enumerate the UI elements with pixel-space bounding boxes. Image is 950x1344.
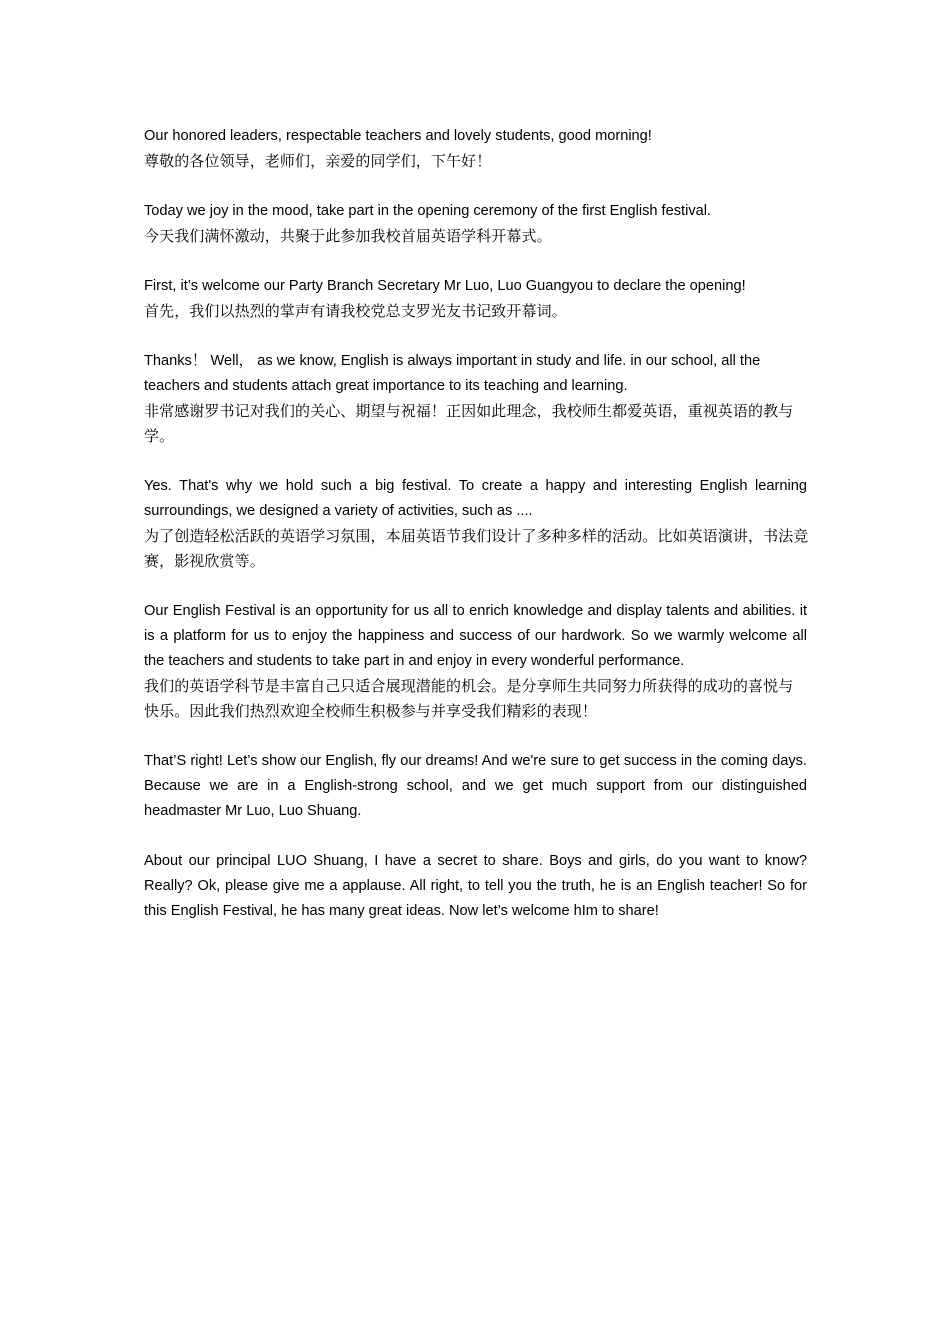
- paragraph-opening: [144, 199, 807, 249]
- chinese-text: 我们的英语学科节是丰富自己只适合展现潜能的机会。是分享师生共同努力所获得的成功的喜悦与快乐。因此我们热烈欢迎全校师生积极参与并享受我们精彩的表现！: [144, 677, 794, 720]
- chinese-text: 今天我们满怀激动，共聚于此参加我校首届英语学科开幕式。: [144, 227, 552, 245]
- english-text: Our English Festival is an opportunity for us all to enrich knowledge and display talents and abilities. it is a platform for us to enjoy the happiness and success of our hardwork. So we warmly welcome all the teachers and students to take part in and enjoy in every wonderful performance.: [144, 603, 807, 669]
- paragraph-principal: [144, 849, 807, 924]
- paragraph-welcome-secretary: [144, 274, 807, 324]
- english-text: That’S right! Let’s show our English, fly our dreams! And we're sure to get success in the coming days. Because we are in a English-strong school, and we get much support from our distinguished headmaster Mr Luo, Luo Shuang.: [144, 753, 807, 819]
- paragraph-activities: [144, 474, 807, 574]
- chinese-text: 为了创造轻松活跃的英语学习氛围，本届英语节我们设计了多种多样的活动。比如英语演讲，书法竞赛，影视欣赏等。: [144, 527, 809, 570]
- english-text: Today we joy in the mood, take part in the opening ceremony of the first English festival.: [144, 203, 712, 219]
- paragraph-thanks: [144, 349, 807, 449]
- paragraph-dreams: [144, 749, 807, 824]
- chinese-text: 非常感谢罗书记对我们的关心、期望与祝福！正因如此理念，我校师生都爱英语，重视英语的教与学。: [144, 402, 794, 445]
- english-text: Thanks！ Well， as we know, English is always important in study and life. in our school, all the teachers and students attach great importance to its teaching and learning.: [144, 353, 761, 394]
- english-text: First, it’s welcome our Party Branch Secretary Mr Luo, Luo Guangyou to declare the opening!: [144, 278, 746, 294]
- paragraph-greeting: [144, 124, 807, 174]
- chinese-text: 首先，我们以热烈的掌声有请我校党总支罗光友书记致开幕词。: [144, 302, 567, 320]
- chinese-text: 尊敬的各位领导，老师们，亲爱的同学们，下午好！: [144, 152, 492, 170]
- english-text: Our honored leaders, respectable teachers and lovely students, good morning!: [144, 128, 652, 144]
- english-text: Yes. That's why we hold such a big festival. To create a happy and interesting English learning surroundings, we designed a variety of activities, such as ....: [144, 478, 807, 519]
- english-text: About our principal LUO Shuang, I have a secret to share. Boys and girls, do you want to know? Really? Ok, please give me a applause. All right, to tell you the truth, he is an English teacher! So for this English Festival, he has many great ideas. Now let’s welcome hIm to share!: [144, 853, 807, 919]
- speech-text: [144, 124, 807, 949]
- paragraph-opportunity: [144, 599, 807, 724]
